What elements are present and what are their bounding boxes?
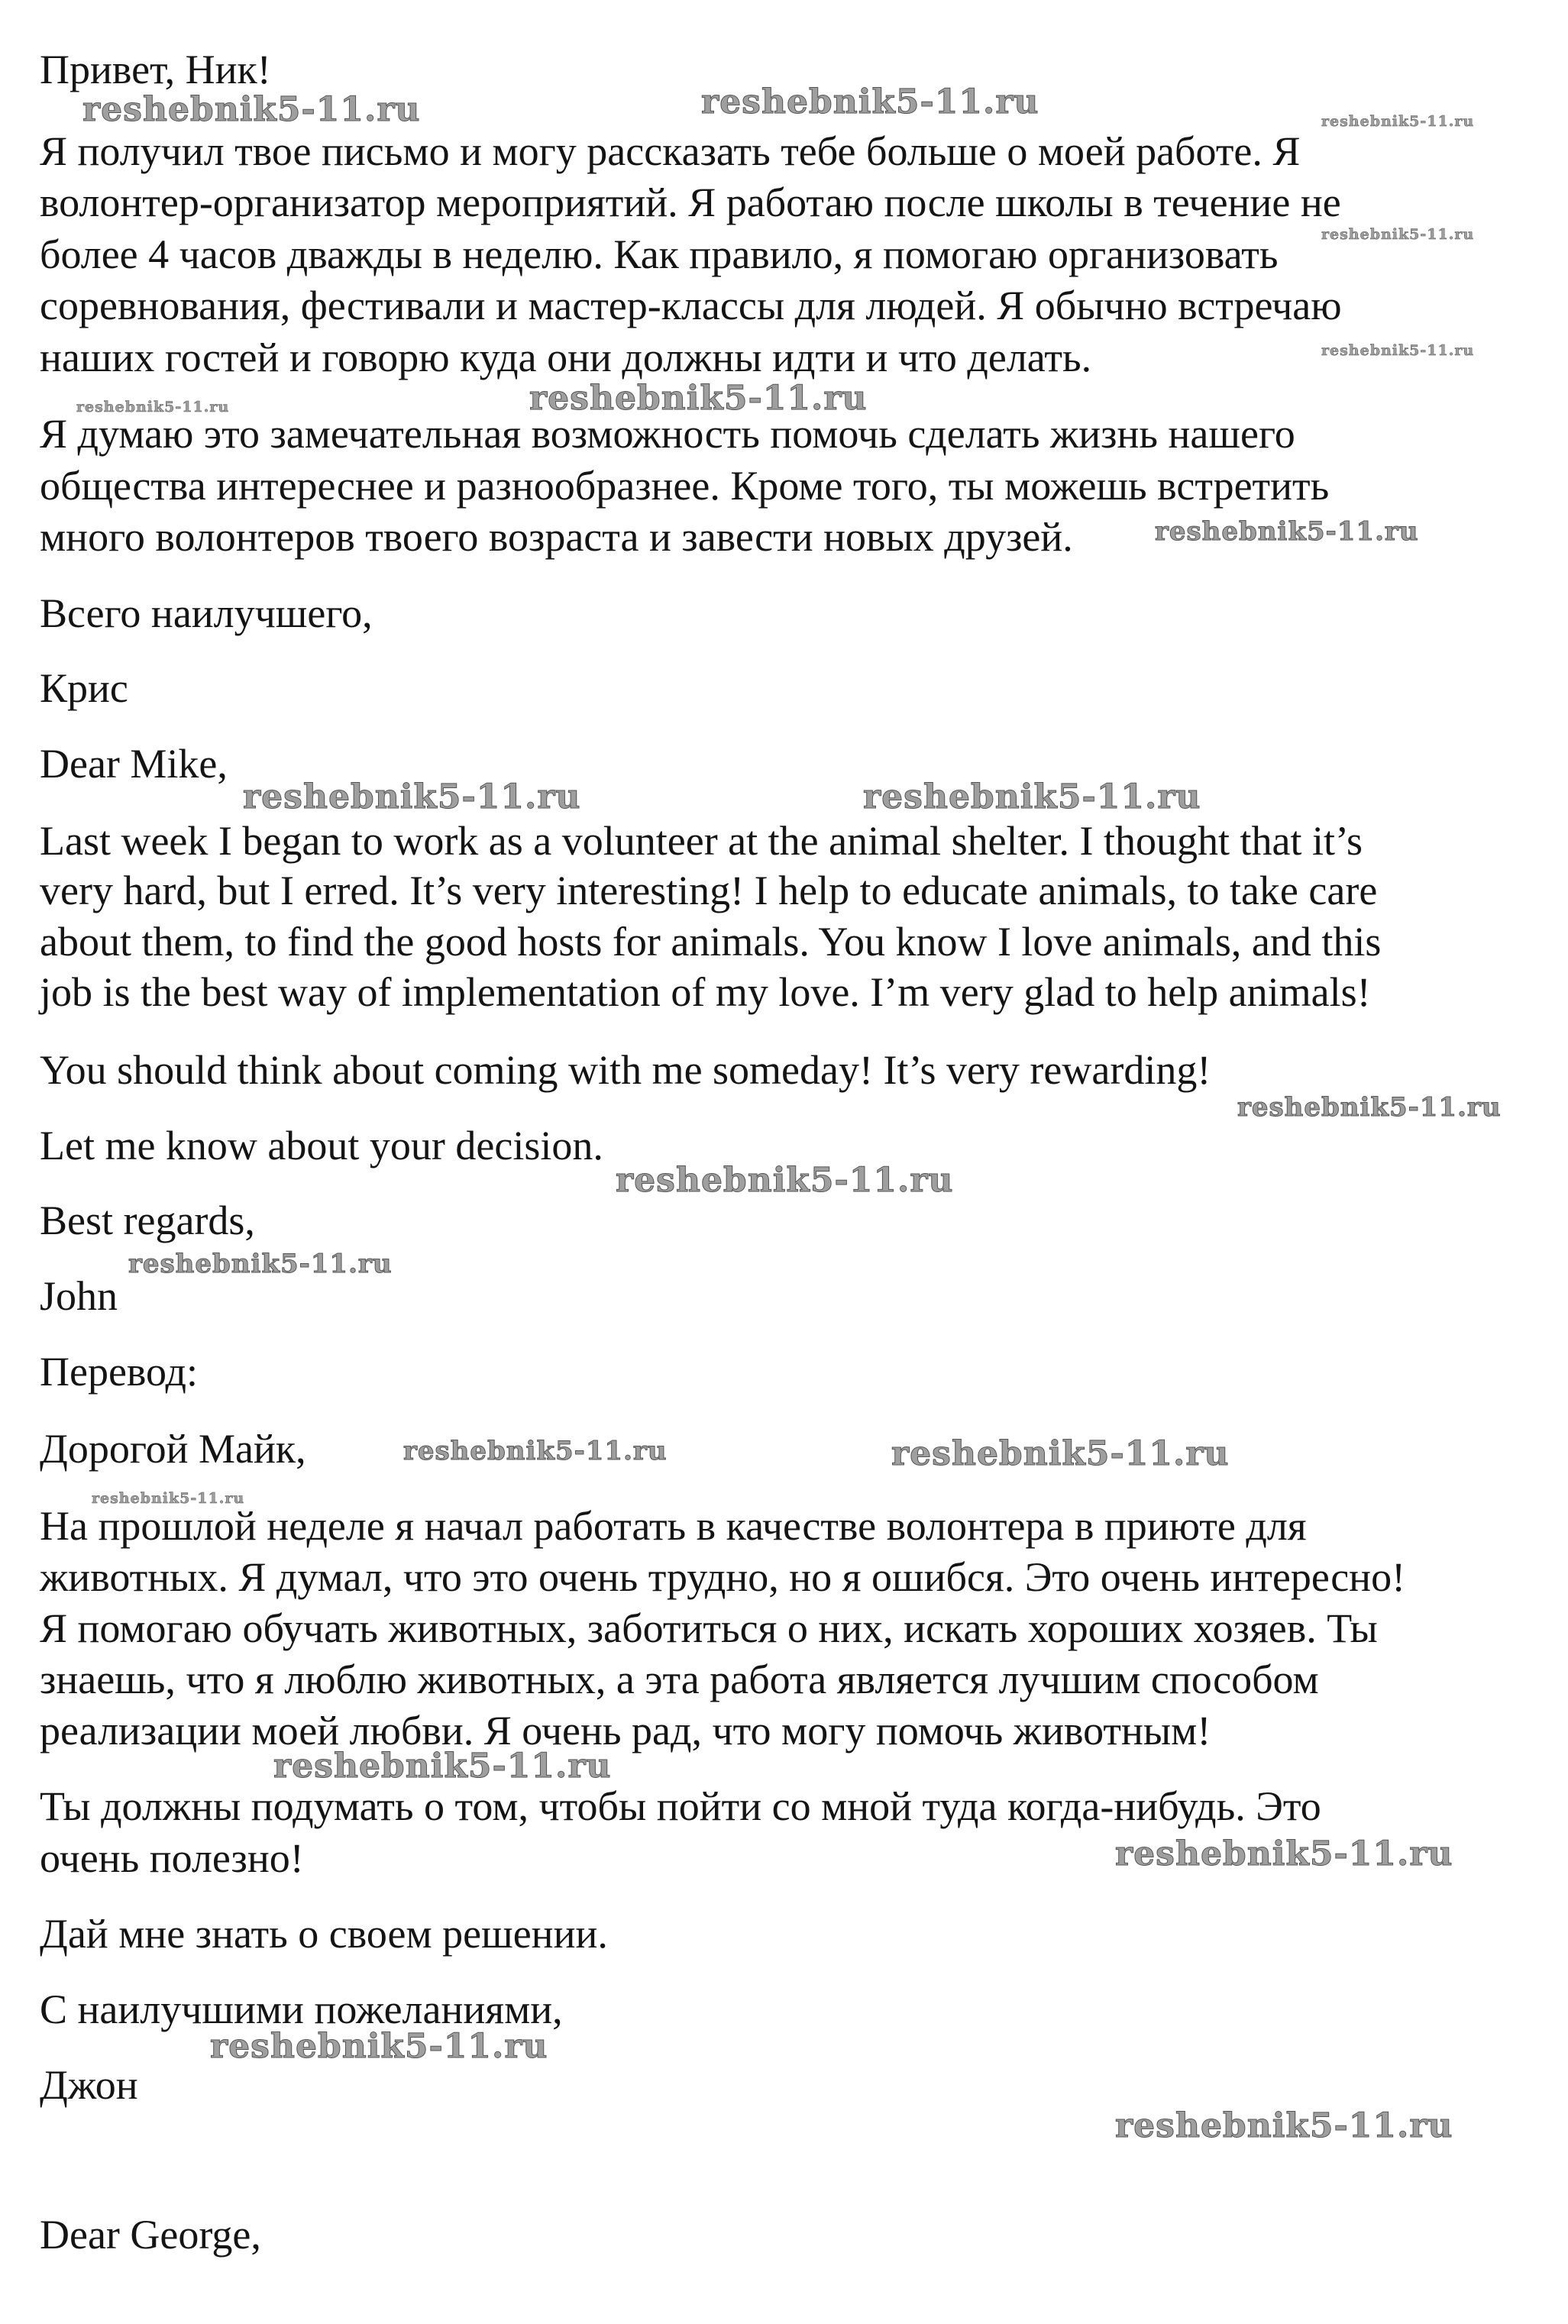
- paragraph-line: Last week I began to work as a volunteer at the animal shelter. I thought that it’s: [40, 818, 1363, 864]
- letter-ru-closing: Всего наилучшего,: [40, 590, 373, 636]
- letter-en-greeting: Dear Mike,: [40, 741, 228, 787]
- paragraph-line: много волонтеров твоего возраста и завести новых друзей.: [40, 514, 1073, 560]
- paragraph-line: очень полезно!: [40, 1835, 304, 1881]
- paragraph-line: волонтер-организатор мероприятий. Я работаю после школы в течение не: [40, 179, 1341, 225]
- letter-ru-signature: Крис: [40, 665, 128, 711]
- paragraph-line: знаешь, что я люблю животных, а эта работа является лучшим способом: [40, 1657, 1319, 1702]
- paragraph-line: Let me know about your decision.: [40, 1123, 603, 1168]
- watermark: reshebnik5-11.ru: [616, 1161, 954, 1200]
- paragraph-line: На прошлой неделе я начал работать в качестве волонтера в приюте для: [40, 1503, 1307, 1549]
- watermark: reshebnik5-11.ru: [1321, 113, 1475, 130]
- watermark: reshebnik5-11.ru: [273, 1747, 612, 1786]
- paragraph-line: Я получил твое письмо и могу рассказать тебе больше о моей работе. Я: [40, 128, 1301, 174]
- paragraph-line: соревнования, фестивали и мастер-классы для людей. Я обычно встречаю: [40, 283, 1342, 328]
- paragraph-line: job is the best way of implementation of my love. I’m very glad to help animals!: [40, 969, 1371, 1015]
- watermark: reshebnik5-11.ru: [243, 777, 581, 816]
- watermark: reshebnik5-11.ru: [82, 90, 421, 129]
- letter-en-closing: Best regards,: [40, 1198, 255, 1243]
- watermark: reshebnik5-11.ru: [863, 777, 1201, 816]
- paragraph-line: наших гостей и говорю куда они должны идти и что делать.: [40, 335, 1092, 380]
- paragraph-line: very hard, but I erred. It’s very interesting! I help to educate animals, to take care: [40, 868, 1378, 913]
- letter-en-signature: John: [40, 1273, 118, 1319]
- watermark: reshebnik5-11.ru: [1115, 2106, 1453, 2145]
- paragraph-line: Ты должны подумать о том, чтобы пойти со мной туда когда-нибудь. Это: [40, 1783, 1321, 1829]
- paragraph-line: Я помогаю обучать животных, заботиться о них, искать хороших хозяев. Ты: [40, 1605, 1378, 1651]
- watermark: reshebnik5-11.ru: [92, 1490, 245, 1507]
- paragraph-line: about them, to find the good hosts for animals. You know I love animals, and this: [40, 919, 1382, 965]
- translation-closing: С наилучшими пожеланиями,: [40, 1986, 563, 2032]
- paragraph-line: Дай мне знать о своем решении.: [40, 1911, 608, 1957]
- watermark: reshebnik5-11.ru: [891, 1434, 1230, 1473]
- letter-ru-greeting: Привет, Ник!: [40, 47, 271, 92]
- translation-greeting: Дорогой Майк,: [40, 1426, 306, 1472]
- watermark: reshebnik5-11.ru: [1321, 226, 1475, 243]
- paragraph-line: более 4 часов дважды в неделю. Как правило, я помогаю организовать: [40, 231, 1279, 277]
- watermark: reshebnik5-11.ru: [701, 82, 1039, 121]
- watermark: reshebnik5-11.ru: [403, 1436, 668, 1466]
- paragraph-line: You should think about coming with me someday! It’s very rewarding!: [40, 1047, 1211, 1093]
- watermark: reshebnik5-11.ru: [1237, 1092, 1502, 1123]
- paragraph-line: Я думаю это замечательная возможность помочь сделать жизнь нашего: [40, 411, 1295, 457]
- translation-label: Перевод:: [40, 1349, 198, 1395]
- watermark: reshebnik5-11.ru: [1115, 1834, 1453, 1873]
- watermark: reshebnik5-11.ru: [210, 2027, 548, 2066]
- paragraph-line: животных. Я думал, что это очень трудно, но я ошибся. Это очень интересно!: [40, 1554, 1406, 1600]
- watermark: reshebnik5-11.ru: [76, 399, 230, 415]
- watermark: reshebnik5-11.ru: [1321, 342, 1475, 359]
- translation-signature: Джон: [40, 2062, 138, 2108]
- watermark: reshebnik5-11.ru: [529, 379, 868, 418]
- paragraph-line: реализации моей любви. Я очень рад, что могу помочь животным!: [40, 1708, 1211, 1754]
- paragraph-line: общества интереснее и разнообразнее. Кроме того, ты можешь встретить: [40, 463, 1330, 509]
- letter-next-greeting: Dear George,: [40, 2212, 261, 2258]
- watermark: reshebnik5-11.ru: [1155, 516, 1419, 547]
- watermark: reshebnik5-11.ru: [128, 1249, 393, 1279]
